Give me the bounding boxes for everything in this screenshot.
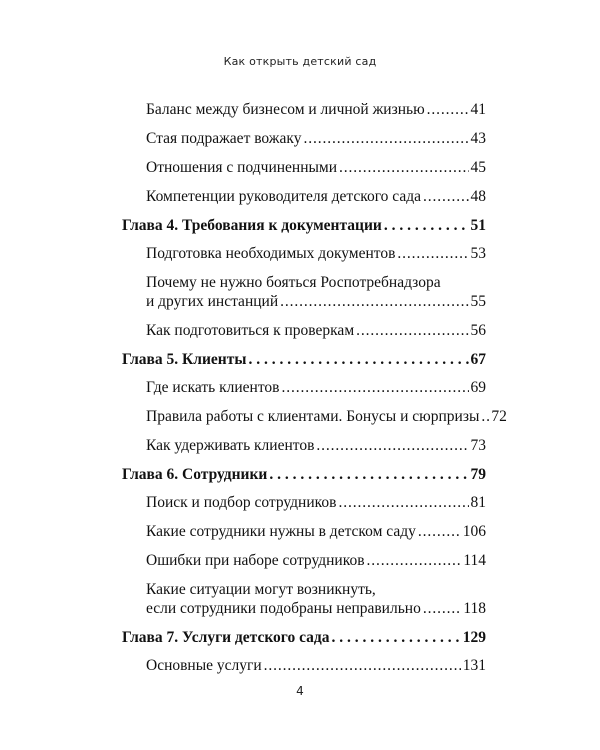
dot-leader <box>269 465 468 484</box>
toc-entry-title: Как удерживать клиентов <box>146 437 315 454</box>
toc-entry-page: 56 <box>470 322 486 339</box>
toc-entry <box>122 187 486 206</box>
toc-entry-title: если сотрудники подобраны неправильно <box>146 600 421 617</box>
toc-entry-title: Компетенции руководителя детского сада <box>146 188 422 205</box>
dot-leader <box>338 493 468 512</box>
dot-leader <box>339 158 468 177</box>
toc-entry-page: 81 <box>470 494 486 511</box>
toc-entry-page: 106 <box>462 523 486 540</box>
dot-leader <box>367 551 462 570</box>
toc-entry-line1: Какие ситуации могут возникнуть, <box>146 581 376 598</box>
toc-entry-page: 43 <box>470 130 486 147</box>
toc-chapter-title: Глава 7. Услуги детского сада <box>122 629 330 646</box>
toc-entry-page: 131 <box>462 657 486 674</box>
toc-entry-page: 69 <box>470 379 486 396</box>
dot-leader <box>332 628 461 647</box>
toc-entry-page: 72 <box>491 408 507 425</box>
toc-entry-page: 118 <box>463 600 486 617</box>
toc-entry-page: 53 <box>470 245 486 262</box>
toc-entry-title: Какие сотрудники нужны в детском саду <box>146 523 416 540</box>
table-of-contents <box>122 98 507 675</box>
toc-entry <box>122 100 486 119</box>
toc-entry-title: Основные услуги <box>146 657 262 674</box>
toc-chapter <box>122 628 486 647</box>
toc-entry <box>122 656 486 675</box>
toc-entry-title: Правила работы с клиентами. Бонусы и сюрпризы <box>146 408 480 425</box>
toc-chapter <box>122 350 486 369</box>
toc-entry <box>122 158 486 177</box>
toc-entry-title: Где искать клиентов <box>146 379 280 396</box>
toc-entry-line1: Почему не нужно бояться Роспотребнадзора <box>146 274 441 291</box>
toc-entry <box>122 436 486 455</box>
toc-chapter-page: 67 <box>470 351 486 368</box>
toc-chapter-page: 51 <box>470 217 486 234</box>
toc-entry-page: 114 <box>463 552 486 569</box>
toc-chapter-title: Глава 6. Сотрудники <box>122 466 268 483</box>
toc-entry-title: Отношения с подчиненными <box>146 159 338 176</box>
toc-entry-title: Как подготовиться к проверкам <box>146 322 355 339</box>
toc-entry-page: 48 <box>470 188 486 205</box>
toc-entry <box>122 292 486 311</box>
toc-chapter-page: 129 <box>462 629 486 646</box>
toc-entry <box>122 522 486 541</box>
dot-leader <box>384 216 469 235</box>
dot-leader <box>264 656 461 675</box>
dot-leader <box>418 522 461 541</box>
dot-leader <box>481 407 489 426</box>
toc-chapter-page: 79 <box>470 466 486 483</box>
toc-entry-page: 55 <box>470 293 486 310</box>
toc-entry <box>122 244 486 263</box>
dot-leader <box>423 599 461 618</box>
toc-entry <box>122 129 486 148</box>
toc-entry-page: 45 <box>470 159 486 176</box>
toc-entry-title: Стая подражает вожаку <box>146 130 302 147</box>
dot-leader <box>356 321 468 340</box>
toc-entry-title: Поиск и подбор сотрудников <box>146 494 337 511</box>
toc-chapter-title: Глава 4. Требования к документации <box>122 217 382 234</box>
toc-entry-page: 41 <box>470 101 486 118</box>
toc-entry <box>122 378 486 397</box>
dot-leader <box>281 378 468 397</box>
toc-entry <box>122 493 486 512</box>
toc-chapter <box>122 216 486 235</box>
toc-entry-title: Подготовка необходимых документов <box>146 245 396 262</box>
dot-leader <box>316 436 468 455</box>
toc-entry <box>122 599 486 618</box>
toc-entry-title: Баланс между бизнесом и личной жизнью <box>146 101 425 118</box>
running-head: Как открыть детский сад <box>223 55 377 68</box>
toc-entry-title: Ошибки при наборе сотрудников <box>146 552 365 569</box>
dot-leader <box>397 244 468 263</box>
toc-entry-page: 73 <box>470 437 486 454</box>
dot-leader <box>248 350 468 369</box>
toc-entry <box>122 407 507 426</box>
toc-entry <box>122 551 486 570</box>
dot-leader <box>280 292 468 311</box>
toc-chapter-title: Глава 5. Клиенты <box>122 351 247 368</box>
toc-chapter <box>122 465 486 484</box>
toc-entry <box>122 321 486 340</box>
dot-leader <box>427 100 469 119</box>
dot-leader <box>303 129 468 148</box>
toc-entry-title: и других инстанций <box>146 293 279 310</box>
dot-leader <box>423 187 468 206</box>
page-number: 4 <box>296 684 304 698</box>
